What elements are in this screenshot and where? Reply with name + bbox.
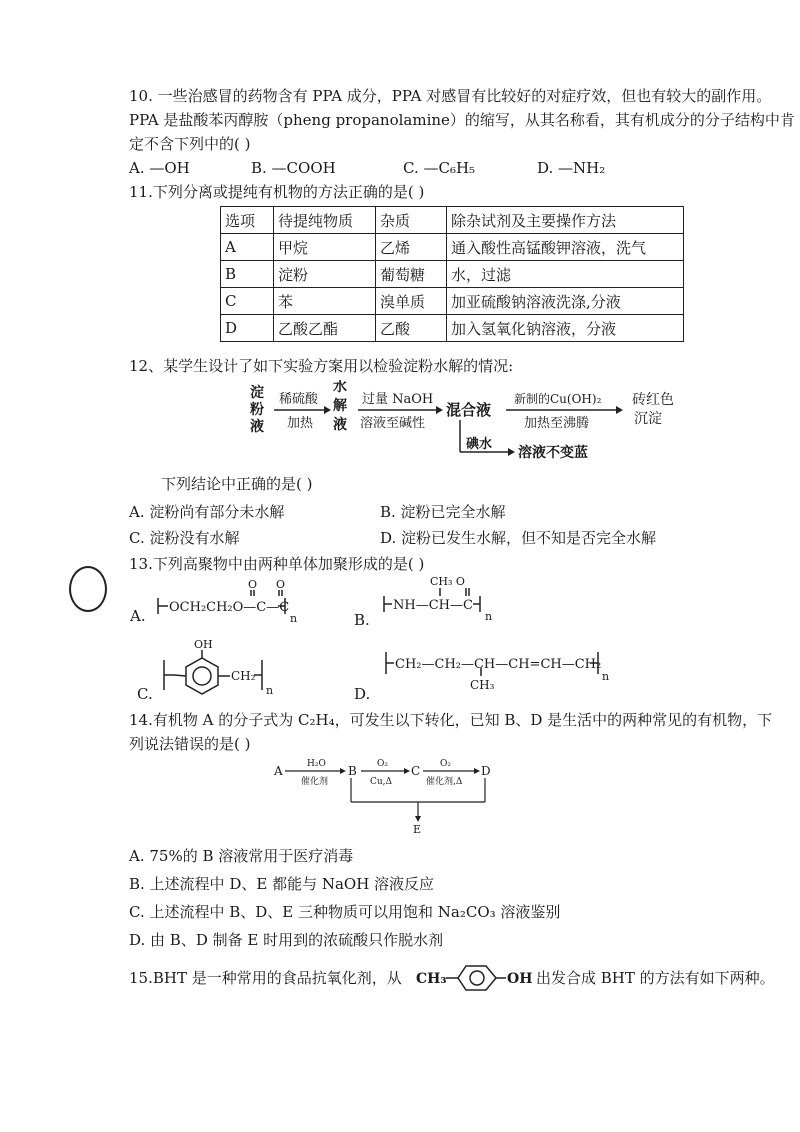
table-header-cell: 选项 xyxy=(221,207,274,234)
flow-node-c: C xyxy=(411,764,421,778)
flow-arrowhead xyxy=(415,816,421,822)
q13-option-c-letter: C. xyxy=(137,685,153,703)
q13-option-d-letter: D. xyxy=(354,685,371,703)
q13-a-n: n xyxy=(290,612,298,625)
table-header-row xyxy=(221,207,684,234)
flow-mid2: 混合液 xyxy=(446,401,492,419)
table-cell: 加入氢氧化钠溶液，分液 xyxy=(447,315,684,342)
flow-arrowhead xyxy=(340,768,346,774)
q13-a-o1: O xyxy=(248,578,258,591)
q11-stem: 11.下列分离或提纯有机物的方法正确的是( ) xyxy=(129,183,425,201)
q13-d-sub: CH₃ xyxy=(470,678,495,692)
q13-d-chain: CH₂—CH₂—CH—CH=CH—CH₂ xyxy=(395,657,602,672)
q12-option-b: B. 淀粉已完全水解 xyxy=(380,503,506,521)
table-cell: C xyxy=(221,288,274,315)
q13-c-ch2: CH₂ xyxy=(231,669,256,683)
flow-s1-bottom: 催化剂 xyxy=(301,777,329,787)
flow-mid1-char: 解 xyxy=(333,398,347,414)
flow-mid1-char: 液 xyxy=(333,417,347,433)
table-cell: 通入酸性高锰酸钾溶液，洗气 xyxy=(447,234,684,261)
q13-option-b-letter: B. xyxy=(354,611,370,629)
flow-arrowhead xyxy=(436,406,443,414)
flow-s3-top: O₂ xyxy=(440,759,451,769)
q13-d-n: n xyxy=(602,670,610,683)
q14-option-a: A. 75%的 B 溶液常用于医疗消毒 xyxy=(129,847,354,865)
q15-text-after: 出发合成 BHT 的方法有如下两种。 xyxy=(536,969,775,987)
q10-option-a: A. —OH xyxy=(129,159,190,177)
q14-option-d: D. 由 B、D 制备 E 时用到的浓硫酸只作脱水剂 xyxy=(129,931,444,949)
flow-s2-top: O₂ xyxy=(377,759,388,769)
q14-option-c: C. 上述流程中 B、D、E 三种物质可以用饱和 Na₂CO₃ 溶液鉴别 xyxy=(129,903,561,921)
flow-step3-bottom: 加热至沸腾 xyxy=(524,416,590,431)
benzene-aromatic-circle xyxy=(470,971,484,985)
flow-start-char: 液 xyxy=(250,419,264,435)
flow-step2-top: 过量 NaOH xyxy=(362,392,434,407)
flow-start-char: 淀 xyxy=(250,385,264,401)
table-cell: 加亚硫酸钠溶液洗涤,分液 xyxy=(447,288,684,315)
q12-question: 下列结论中正确的是( ) xyxy=(161,475,313,493)
flow-branch-label: 碘水 xyxy=(466,437,493,452)
benzene-ring xyxy=(186,658,218,694)
q12-option-a: A. 淀粉尚有部分未水解 xyxy=(129,503,285,521)
table-cell: A xyxy=(221,234,274,261)
q14-line-2: 列说法错误的是( ) xyxy=(129,735,251,753)
flow-step3-top: 新制的Cu(OH)₂ xyxy=(514,392,602,406)
q13-structure-a xyxy=(150,578,310,626)
flow-end-bottom: 沉淀 xyxy=(634,411,662,427)
q12-flow-diagram xyxy=(240,380,700,470)
table-cell: 水，过滤 xyxy=(447,261,684,288)
q10-option-b: B. —COOH xyxy=(251,159,336,177)
q13-b-chain: NH—CH—C xyxy=(393,598,473,613)
q12-option-d: D. 淀粉已发生水解，但不知是否完全水解 xyxy=(380,529,657,547)
q13-c-n: n xyxy=(266,684,274,697)
flow-start-char: 粉 xyxy=(250,402,264,418)
flow-step1-bottom: 加热 xyxy=(287,416,314,431)
flow-arrowhead xyxy=(508,448,515,456)
q12-stem: 12、某学生设计了如下实验方案用以检验淀粉水解的情况: xyxy=(129,357,514,375)
q13-structure-c xyxy=(158,636,278,698)
flow-node-a: A xyxy=(274,764,283,778)
flow-arrowhead xyxy=(404,768,410,774)
table-header-cell: 除杂试剂及主要操作方法 xyxy=(447,207,684,234)
q10-option-d: D. —NH₂ xyxy=(537,159,606,177)
table-header-cell: 待提纯物质 xyxy=(274,207,376,234)
q10-line-3: 定不含下列中的( ) xyxy=(129,135,251,153)
q13-structure-d xyxy=(380,644,620,692)
flow-node-d: D xyxy=(481,764,491,778)
q13-b-top: CH₃ O xyxy=(430,575,465,588)
benzene-aromatic-circle xyxy=(193,667,211,685)
table-cell: 乙烯 xyxy=(376,234,447,261)
table-row xyxy=(221,234,684,261)
flow-s3-bottom: 催化剂,Δ xyxy=(426,777,463,787)
flow-node-e: E xyxy=(413,823,422,834)
table-cell: 溴单质 xyxy=(376,288,447,315)
table-cell: 葡萄糖 xyxy=(376,261,447,288)
table-cell: 苯 xyxy=(274,288,376,315)
flow-step2-bottom: 溶液至碱性 xyxy=(360,416,426,431)
q13-c-oh: OH xyxy=(194,638,213,651)
benzene-ring xyxy=(458,966,496,990)
table-row xyxy=(221,315,684,342)
q10-line-2: PPA 是盐酸苯丙醇胺（pheng propanolamine）的缩写，从其名称看，其有机成分的分子结构中肯 xyxy=(129,111,795,129)
flow-node-b: B xyxy=(348,764,357,778)
q13-a-o2: O xyxy=(276,578,286,591)
table-cell: 甲烷 xyxy=(274,234,376,261)
q14-flow-diagram xyxy=(260,756,500,834)
q15-ch3: CH₃ xyxy=(416,971,447,987)
flow-branch-result: 溶液不变蓝 xyxy=(518,445,588,461)
flow-step1-top: 稀硫酸 xyxy=(279,392,319,407)
flow-mid1-char: 水 xyxy=(333,380,347,395)
table-cell: D xyxy=(221,315,274,342)
q13-option-a-letter: A. xyxy=(130,607,146,625)
flow-s2-bottom: Cu,Δ xyxy=(370,777,393,787)
q13-stem: 13.下列高聚物中由两种单体加聚形成的是( ) xyxy=(129,555,425,573)
flow-s1-top: H₂O xyxy=(307,759,326,769)
table-row xyxy=(221,261,684,288)
q10-line-1: 10. 一些治感冒的药物含有 PPA 成分，PPA 对感冒有比较好的对症疗效，但也有较大的副作用。 xyxy=(129,87,772,105)
table-cell: 乙酸乙酯 xyxy=(274,315,376,342)
flow-end-top: 砖红色 xyxy=(632,392,674,408)
q12-option-c: C. 淀粉没有水解 xyxy=(129,529,240,547)
q10-option-c: C. —C₆H₅ xyxy=(403,159,476,177)
q13-b-n: n xyxy=(485,610,493,623)
handwritten-circle-mark xyxy=(69,566,107,612)
table-cell: 乙酸 xyxy=(376,315,447,342)
flow-arrowhead xyxy=(616,406,623,414)
flow-arrowhead xyxy=(474,768,480,774)
q13-a-chain: OCH₂CH₂O—C—C xyxy=(169,600,290,615)
q15-pcresol-structure xyxy=(416,956,538,1000)
q14-option-b: B. 上述流程中 D、E 都能与 NaOH 溶液反应 xyxy=(129,875,435,893)
table-row xyxy=(221,288,684,315)
table-cell: B xyxy=(221,261,274,288)
flow-arrowhead xyxy=(324,406,331,414)
table-cell: 淀粉 xyxy=(274,261,376,288)
q15-text-before: 15.BHT 是一种常用的食品抗氧化剂，从 xyxy=(129,969,402,987)
q13-structure-b xyxy=(378,574,508,624)
q14-line-1: 14.有机物 A 的分子式为 C₂H₄，可发生以下转化，已知 B、D 是生活中的两种常见的有机物，下 xyxy=(129,711,773,729)
q15-oh: OH xyxy=(507,971,533,987)
table-header-cell: 杂质 xyxy=(376,207,447,234)
q11-table xyxy=(220,206,684,342)
